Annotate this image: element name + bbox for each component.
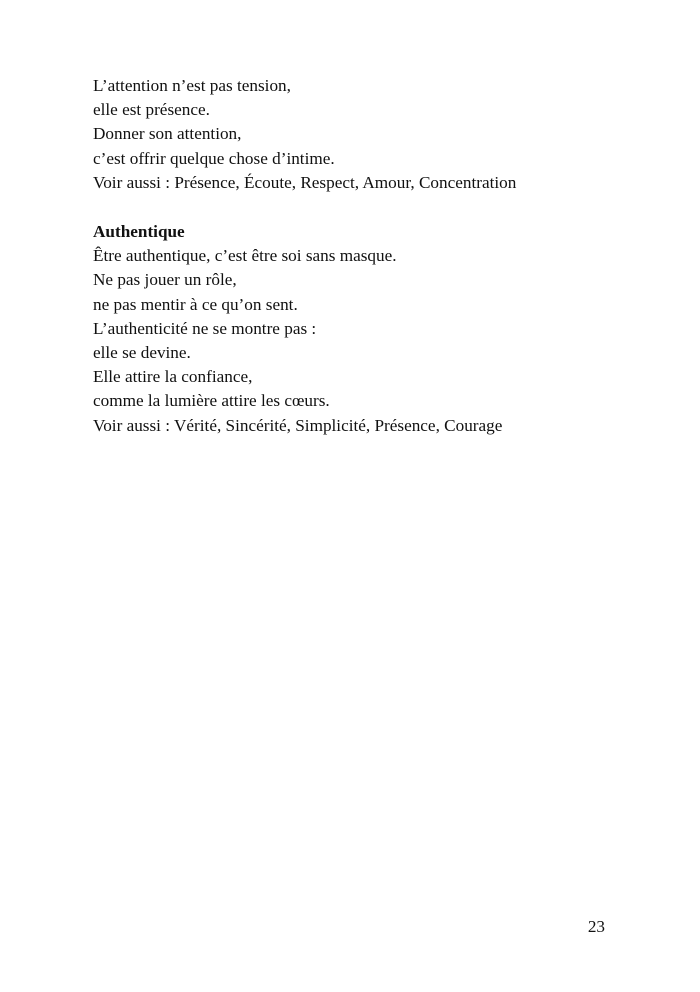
page-number: 23 [587, 917, 605, 936]
entry-text-line: Être authentique, c’est être soi sans masque. [93, 246, 397, 266]
entry-text-line: comme la lumière attire les cœurs. [93, 391, 330, 411]
entry-text-line: Donner son attention, [93, 124, 242, 144]
entry-text-line: L’authenticité ne se montre pas : [93, 318, 317, 338]
entry-heading: Authentique [93, 222, 185, 241]
entry-text-line: ne pas mentir à ce qu’on sent. [93, 294, 298, 314]
entry-text-line: Ne pas jouer un rôle, [93, 270, 237, 290]
entry-text-line: elle se devine. [93, 343, 191, 363]
entry-text-line: c’est offrir quelque chose d’intime. [93, 148, 335, 168]
entry-text-line: L’attention n’est pas tension, [93, 76, 291, 95]
see-also-line: Voir aussi : Présence, Écoute, Respect, Amour, Concentration [93, 172, 517, 192]
entry-text-line: elle est présence. [93, 100, 210, 120]
entry-attention-continued [93, 74, 653, 195]
entry-authentique [93, 220, 653, 438]
entry-text-line: Elle attire la confiance, [93, 367, 253, 387]
see-also-line: Voir aussi : Vérité, Sincérité, Simplicité, Présence, Courage [93, 415, 503, 435]
